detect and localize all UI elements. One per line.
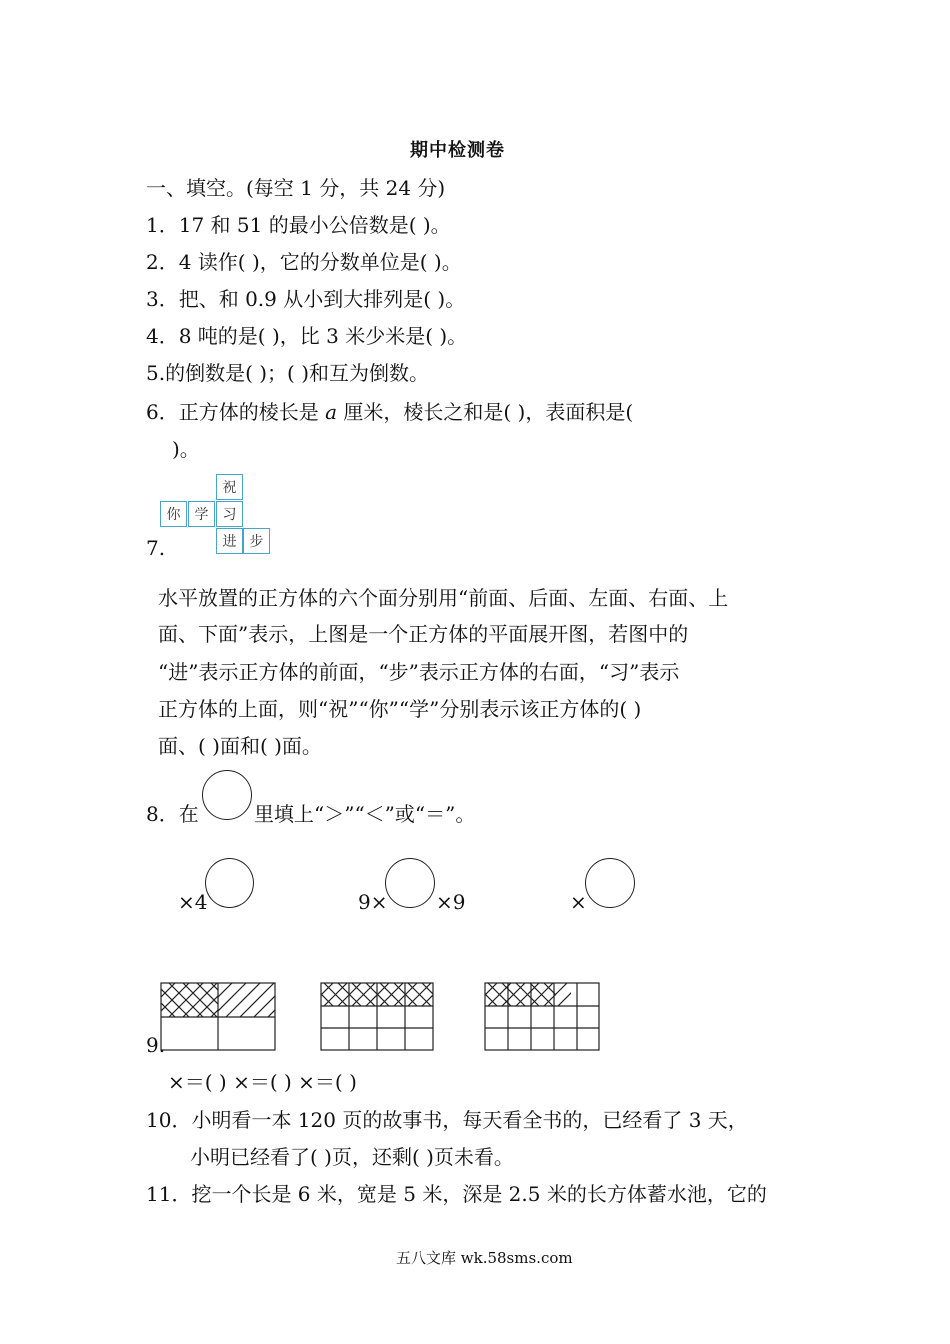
q8-expr-1: ×4: [178, 890, 208, 914]
question-9-answers: ×＝( ) ×＝( ) ×＝( ): [168, 1070, 357, 1094]
question-8-post: 里填上“＞”“＜”或“＝”。: [254, 802, 476, 826]
fraction-figure-2: [310, 983, 445, 1050]
q8-expr-3: ×: [570, 890, 587, 914]
page-title: 期中检测卷: [410, 140, 505, 161]
question-7-line-4: 正方体的上面，则“祝”“你”“学”分别表示该正方体的( ): [158, 697, 642, 721]
question-6-post: 厘米，棱长之和是( )，表面积是(: [337, 400, 634, 424]
net-cell-xi: 习: [216, 501, 243, 527]
question-3: 3．把、和 0.9 从小到大排列是( )。: [146, 287, 466, 311]
question-10-line-2: 小明已经看了( )页，还剩( )页未看。: [190, 1145, 514, 1169]
net-cell-bu: 步: [243, 528, 270, 554]
question-6-pre: 6．正方体的棱长是: [146, 400, 326, 424]
net-cell-ni: 你: [160, 501, 187, 527]
question-4: 4．8 吨的是( )，比 3 米少米是( )。: [146, 324, 468, 348]
question-5: 5.的倒数是( )；( )和互为倒数。: [146, 361, 430, 385]
question-11-line-1: 11．挖一个长是 6 米，宽是 5 米，深是 2.5 米的长方体蓄水池，它的: [146, 1182, 767, 1206]
question-7-line-3: “进”表示正方体的前面，“步”表示正方体的右面，“习”表示: [158, 660, 680, 684]
footer-watermark: 五八文库 wk.58sms.com: [396, 1249, 573, 1267]
question-6-variable: a: [325, 400, 338, 424]
question-9-number: 9.: [146, 1033, 166, 1057]
q8-expr-2-left: 9×: [358, 890, 388, 914]
question-7-line-5: 面、( )面和( )面。: [158, 734, 322, 758]
section-heading: 一、填空。(每空 1 分，共 24 分): [146, 176, 446, 200]
question-1: 1．17 和 51 的最小公倍数是( )。: [146, 213, 451, 237]
q8-expr-2-right: ×9: [436, 890, 466, 914]
question-7-line-1: 水平放置的正方体的六个面分别用“前面、后面、左面、右面、上: [158, 586, 729, 610]
fraction-figure-3: [474, 983, 599, 1050]
fraction-figure-1: [141, 983, 302, 1050]
net-cell-zhu: 祝: [216, 474, 243, 500]
question-7-line-2: 面、下面”表示，上图是一个正方体的平面展开图，若图中的: [158, 622, 689, 646]
net-cell-xue: 学: [188, 501, 215, 527]
question-7-number: 7.: [146, 536, 166, 560]
question-2: 2．4 读作( )，它的分数单位是( )。: [146, 250, 462, 274]
net-cell-jin: 进: [216, 528, 243, 554]
question-6-line-2: )。: [172, 437, 200, 461]
question-8-pre: 8．在: [146, 802, 199, 826]
question-10-line-1: 10．小明看一本 120 页的故事书，每天看全书的，已经看了 3 天，: [146, 1108, 748, 1132]
